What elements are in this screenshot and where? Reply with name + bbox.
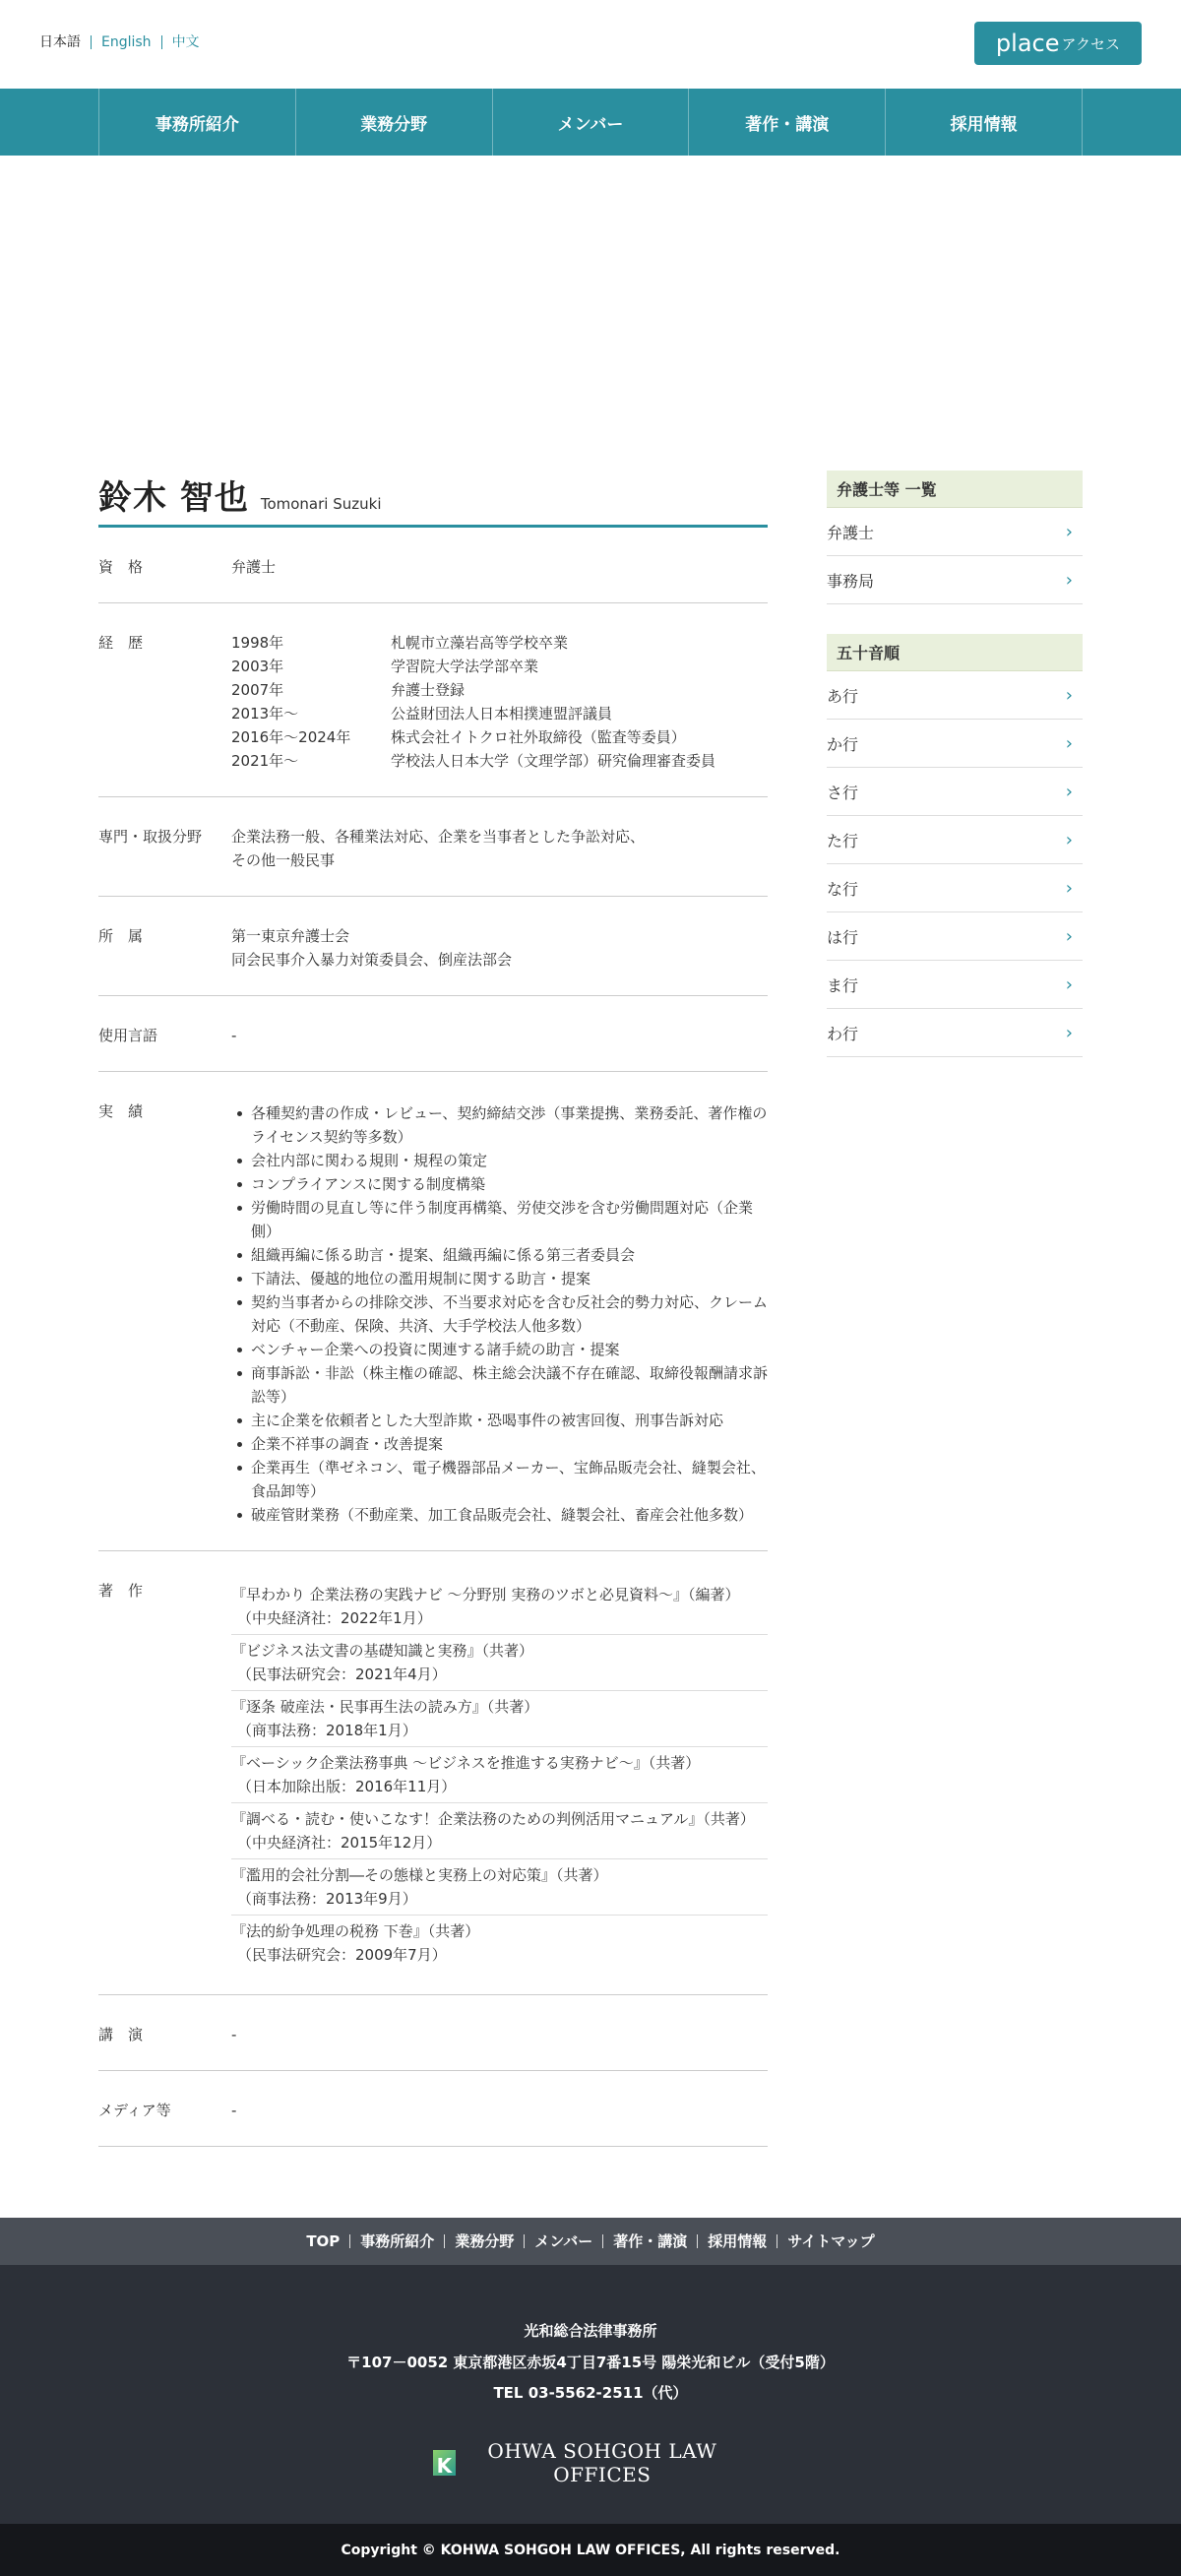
- list-item: 企業再生（準ゼネコン、電子機器部品メーカー、宝飾品販売会社、縫製会社、食品卸等）: [231, 1456, 768, 1503]
- firm-address: 〒107－0052 東京都港区赤坂4丁目7番15号 陽栄光和ビル（受付5階）: [346, 2354, 835, 2371]
- affiliation-label: 所 属: [98, 927, 144, 945]
- nav-office[interactable]: 事務所紹介: [99, 89, 296, 156]
- footer-logo[interactable]: [433, 2439, 748, 2486]
- lectures-row: [98, 1995, 768, 2071]
- nav-recruit[interactable]: 採用情報: [886, 89, 1083, 156]
- language-row: [98, 996, 768, 1072]
- logo-text: OHWA SOHGOH LAW OFFICES: [487, 2439, 717, 2486]
- history-item: 2013年～ 公益財団法人日本相撲連盟評議員: [231, 705, 613, 723]
- chevron-right-icon: ›: [1065, 1022, 1073, 1043]
- qualification-row: [98, 528, 768, 603]
- achievements-row: [98, 1072, 768, 1551]
- history-row: [98, 603, 768, 797]
- publications-label: 著 作: [98, 1582, 144, 1600]
- global-nav: [0, 89, 1181, 156]
- lang-japanese[interactable]: 日本語: [39, 34, 81, 50]
- chevron-right-icon: ›: [1065, 925, 1073, 947]
- name-english: Tomonari Suzuki: [260, 495, 382, 513]
- list-item: 会社内部に関わる規則・規程の策定: [231, 1149, 768, 1172]
- chevron-right-icon: ›: [1065, 974, 1073, 995]
- media-label: メディア等: [98, 2102, 171, 2119]
- list-item: 労働時間の見直し等に伴う制度再構築、労使交渉を含む労働問題対応（企業側）: [231, 1196, 768, 1243]
- nav-practice[interactable]: 業務分野: [296, 89, 493, 156]
- history-item: 2021年～ 学校法人日本大学（文理学部）研究倫理審査委員: [231, 752, 716, 770]
- affiliation-row: [98, 897, 768, 996]
- publication-item: 『逐条 破産法・民事再生法の読み方』（共著） （商事法務：2018年1月）: [231, 1691, 768, 1747]
- publications-list: [231, 1579, 768, 1971]
- sidebar-item-ka[interactable]: か行 ›: [827, 720, 1083, 768]
- sidebar-item-ta[interactable]: た行 ›: [827, 816, 1083, 864]
- sidebar-item-na[interactable]: な行 ›: [827, 864, 1083, 912]
- publications-row: [98, 1551, 768, 1995]
- history-item: 2007年 弁護士登録: [231, 681, 466, 699]
- media-value: -: [231, 2102, 237, 2119]
- copyright: Copyright © KOHWA SOHGOH LAW OFFICES, All rights reserved.: [0, 2524, 1181, 2576]
- media-row: [98, 2071, 768, 2147]
- sidebar-item-wa[interactable]: わ行 ›: [827, 1009, 1083, 1057]
- chevron-right-icon: ›: [1065, 732, 1073, 754]
- footer-link-recruit[interactable]: 採用情報: [697, 2234, 777, 2248]
- history-item: 2016年～2024年 株式会社イトクロ社外取締役（監査等委員）: [231, 728, 686, 746]
- list-item: 商事訴訟・非訟（株主権の確認、株主総会決議不存在確認、取締役報酬請求訴訟等）: [231, 1361, 768, 1409]
- language-value: -: [231, 1027, 237, 1044]
- chevron-right-icon: ›: [1065, 684, 1073, 706]
- qualification-label: 資 格: [98, 558, 144, 576]
- list-item: 下請法、優越的地位の濫用規制に関する助言・提案: [231, 1267, 768, 1290]
- publication-item: 『濫用的会社分割―その態様と実務上の対応策』（共著） （商事法務：2013年9月）: [231, 1859, 768, 1916]
- chevron-right-icon: ›: [1065, 569, 1073, 591]
- access-button[interactable]: [974, 22, 1142, 65]
- sidebar-item-lawyers[interactable]: 弁護士 ›: [827, 508, 1083, 556]
- publication-item: 『早わかり 企業法務の実践ナビ ～分野別 実務のツボと必見資料～』（編著） （中央経済社：2022年1月）: [231, 1579, 768, 1635]
- footer-link-practice[interactable]: 業務分野: [444, 2234, 524, 2248]
- affiliation-value: 第一東京弁護士会 同会民事介入暴力対策委員会、倒産法部会: [231, 927, 513, 969]
- list-item: ベンチャー企業への投資に関連する諸手続の助言・提案: [231, 1338, 768, 1361]
- lang-english[interactable]: English: [91, 35, 161, 49]
- history-label: 経 歴: [98, 634, 144, 652]
- achievements-list: [231, 1100, 768, 1527]
- footer-nav: [0, 2218, 1181, 2265]
- qualification-value: 弁護士: [231, 558, 277, 576]
- achievements-label: 実 績: [98, 1102, 144, 1120]
- history-list: [231, 631, 768, 773]
- chevron-right-icon: ›: [1065, 829, 1073, 850]
- list-item: 企業不祥事の調査・改善提案: [231, 1432, 768, 1456]
- list-item: 契約当事者からの排除交渉、不当要求対応を含む反社会的勢力対応、クレーム対応（不動産、保険、共済、大手学校法人他多数）: [231, 1290, 768, 1338]
- sidebar-item-staff[interactable]: 事務局 ›: [827, 556, 1083, 604]
- list-item: 組織再編に係る助言・提案、組織再編に係る第三者委員会: [231, 1243, 768, 1267]
- footer-link-members[interactable]: メンバー: [524, 2234, 602, 2248]
- publication-item: 『ビジネス法文書の基礎知識と実務』（共著） （民事法研究会：2021年4月）: [231, 1635, 768, 1691]
- list-item: コンプライアンスに関する制度構築: [231, 1172, 768, 1196]
- list-item: 各種契約書の作成・レビュー、契約締結交渉（事業提携、業務委託、著作権のライセンス契約等多数）: [231, 1101, 768, 1149]
- name-japanese: 鈴木 智也: [98, 478, 249, 518]
- specialty-label: 専門・取扱分野: [98, 828, 203, 846]
- footer-info: [0, 2265, 1181, 2524]
- chevron-right-icon: ›: [1065, 521, 1073, 542]
- firm-name: 光和総合法律事務所: [524, 2322, 657, 2340]
- access-label: アクセス: [1061, 34, 1121, 53]
- profile-name-heading: [98, 471, 768, 528]
- language-label: 使用言語: [98, 1027, 158, 1044]
- sidebar-heading-members: 弁護士等 一覧: [827, 471, 1083, 508]
- chevron-right-icon: ›: [1065, 781, 1073, 802]
- nav-publications[interactable]: 著作・講演: [689, 89, 886, 156]
- sidebar: [827, 471, 1083, 1057]
- footer-link-sitemap[interactable]: サイトマップ: [777, 2234, 884, 2248]
- sidebar-item-ha[interactable]: は行 ›: [827, 912, 1083, 961]
- lectures-label: 講 演: [98, 2026, 144, 2043]
- list-item: 破産管財業務（不動産業、加工食品販売会社、縫製会社、畜産会社他多数）: [231, 1503, 768, 1527]
- logo-mark-icon: K: [433, 2450, 456, 2476]
- sidebar-heading-kana: 五十音順: [827, 634, 1083, 671]
- footer-link-publications[interactable]: 著作・講演: [602, 2234, 697, 2248]
- sidebar-item-ma[interactable]: ま行 ›: [827, 961, 1083, 1009]
- specialty-row: [98, 797, 768, 897]
- place-icon: place: [995, 30, 1060, 57]
- site-header: [0, 0, 1181, 89]
- language-switcher: [39, 35, 210, 49]
- footer-link-office[interactable]: 事務所紹介: [349, 2234, 444, 2248]
- publication-item: 『法的紛争処理の税務 下巻』（共著） （民事法研究会：2009年7月）: [231, 1922, 480, 1964]
- publication-item: 『ベーシック企業法務事典 ～ビジネスを推進する実務ナビ～』（共著） （日本加除出版：2016年11月）: [231, 1747, 768, 1803]
- footer-link-top[interactable]: TOP: [306, 2232, 341, 2250]
- chevron-right-icon: ›: [1065, 877, 1073, 899]
- lectures-value: -: [231, 2026, 237, 2043]
- lang-chinese[interactable]: 中文: [161, 35, 210, 49]
- nav-members[interactable]: メンバー: [493, 89, 690, 156]
- publication-item: 『調べる・読む・使いこなす！企業法務のための判例活用マニュアル』（共著） （中央経済社：2015年12月）: [231, 1803, 768, 1859]
- sidebar-item-sa[interactable]: さ行 ›: [827, 768, 1083, 816]
- profile-main: [98, 471, 768, 2147]
- list-item: 主に企業を依頼者とした大型詐欺・恐喝事件の被害回復、刑事告訴対応: [231, 1409, 768, 1432]
- specialty-value: 企業法務一般、各種業法対応、企業を当事者とした争訟対応、 その他一般民事: [231, 828, 646, 869]
- firm-tel: TEL 03-5562-2511（代）: [493, 2384, 688, 2402]
- history-item: 2003年 学習院大学法学部卒業: [231, 658, 539, 675]
- history-item: 1998年 札幌市立藻岩高等学校卒業: [231, 634, 569, 652]
- sidebar-item-a[interactable]: あ行 ›: [827, 671, 1083, 720]
